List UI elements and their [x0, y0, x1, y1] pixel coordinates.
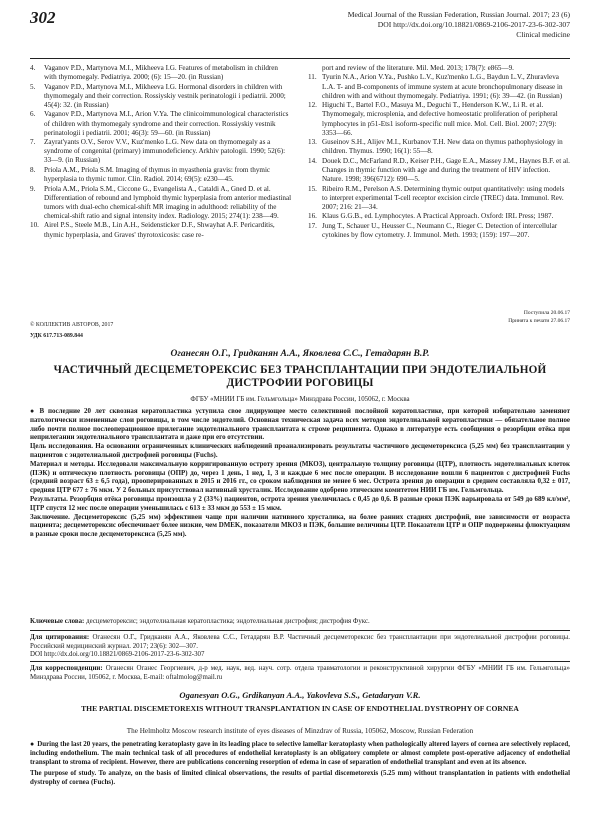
correspondence — [30, 665, 570, 682]
authors-en: Oganesyan O.G., Grdikanyan A.A., Yakovleva S.S., Getadaryan V.R. — [179, 690, 421, 700]
running-header — [348, 10, 570, 41]
reference-item — [308, 73, 570, 100]
reference-text: Priola A.M., Priola S.M., Ciccone G., Evangelista A., Cataldi A., Gned D. et al. Differentiation of rebound and lymphoid thymic hyperplasia from anterior mediastinal tumors with dual-echo chemical-shift MR imaging in adulthood: reliability of the chemical-shift ratio and signal intensity index. Radiology. 2015; 274(1): 238—49. — [44, 184, 292, 220]
reference-item — [30, 138, 292, 165]
reference-number: 8. — [30, 165, 36, 174]
reference-text: Vaganov P.D., Martynova M.I., Mikheeva I.G. Hormonal disorders in children with thymomegaly and their correction. Rossiyskiy vestnik perinatologii i pediatrii. 2000; 45(4): 32. (in Russian) — [44, 82, 286, 109]
reference-item — [308, 101, 570, 138]
reference-text: Ribeiro R.M., Perelson A.S. Determining thymic output quantitatively: using models to interpret experimental T-cell receptor excision circle (TREC) data. Immunol. Rev. 2007; 216: 21—34. — [322, 184, 565, 211]
reference-item — [30, 110, 292, 137]
reference-text: port and review of the literature. Mil. Med. 2013; 178(7): e865—9. — [322, 64, 514, 72]
page-number: 302 — [30, 8, 56, 27]
reference-item — [30, 83, 292, 110]
reference-item — [30, 185, 292, 222]
received-date: Поступила 20.06.17 — [523, 310, 570, 316]
corr-text: Оганесян Оганес Георгиевич, д-р мед. наук, вед. науч. сотр. отдела травматологии и реконструктивной хирургии ФГБУ «МНИИ ГБ им. Гельмгольца» Минздрава России, 105062, г. Москва, E-mail: oftalmolog@mail.ru — [30, 665, 570, 681]
reference-number: 15. — [308, 184, 317, 193]
reference-item — [308, 64, 570, 73]
citation — [30, 634, 570, 660]
journal-title: Medical Journal of the Russian Federation, Russian Journal. 2017; 23 (6) — [347, 10, 570, 19]
reference-item — [308, 185, 570, 212]
institution-en: The Helmholtz Moscow research institute of eyes diseases of Minzdrav of Russia, 105062, Moscow, Russian Federation — [126, 727, 474, 735]
references-left-column — [30, 64, 292, 240]
keywords — [30, 618, 570, 627]
reference-item — [308, 222, 570, 240]
cite-label: Для цитирования: — [30, 634, 90, 641]
reference-text: Jung T., Schauer U., Heusser C., Neumann C., Rieger C. Detection of intercellular cytokines by flow cytometry. J. Immunol. Meth. 1993; (159): 197—207. — [322, 221, 558, 239]
reference-number: 7. — [30, 138, 36, 147]
section-name: Clinical medicine — [516, 30, 570, 40]
reference-item — [308, 212, 570, 221]
reference-number: 13. — [308, 138, 317, 147]
reference-number: 9. — [30, 184, 36, 193]
abstract-ru-para: Заключение. Десцеметорексис (5,25 мм) эффективен чаще при наличии нативного хрусталика, на более ранних стадиях дистрофий, вне зависимости от возраста пациента; десцеметорексис обеспечивает более низкие, чем DMEK, показатели МКОЗ и ПЭК, большие величины ЦТР. Показатели ЦТР и ОПР подвержены флюктуациям в разные сроки после десцеметорексиса (5,25 мм). — [30, 512, 570, 539]
reference-item — [30, 221, 292, 239]
reference-text: Zayrat'yants O.V., Serov V.V., Kuz'menko L.G. New data on thymomegaly as a syndrome of congenital (primary) immunodeficiency. Arkhiv patologii. 1990; 52(6): 33—9. (in Russian) — [44, 138, 286, 165]
reference-number: 14. — [308, 156, 317, 165]
reference-number: 5. — [30, 82, 36, 91]
reference-text: Vaganov P.D., Martynova M.I., Mikheeva I.G. Features of metabolism in children with thymomegaly. Pediatriya. 2000; (6): 15—20. (in Russian) — [44, 64, 279, 82]
references-right-column — [308, 64, 570, 240]
reference-number: 12. — [308, 101, 317, 110]
reference-item — [30, 64, 292, 82]
reference-text: Guseinov S.H., Alijev M.I., Kurbanov T.H. New data on thymus pathophysiology in children. Thymus. 1990; 16(1): 55—8. — [322, 138, 563, 156]
reference-text: Douek D.C., McFarland R.D., Keiser P.H., Gage E.A., Massey J.M., Haynes B.F. et al. Changes in thymic function with age and during the treatment of HIV infection. Nature. 1998; 396(6712): 690—5. — [322, 156, 570, 184]
udk-code: УДК 617.713-089.844 — [30, 333, 83, 339]
corr-label: Для корреспонденции: — [30, 665, 103, 672]
reference-text: Vaganov P.D., Martynova M.I., Arion V.Ya. The clinicoimmunological characteristics of children with thymomegaly syndrome and their correction. Rossiyskiy vestnik perinatologii i pediatrii. 2001; 46(3): 59—60. (in Russian) — [44, 110, 289, 137]
reference-number: 11. — [308, 73, 317, 82]
reference-text: Airel P.S., Steele M.B., Lin A.H., Seidensticker D.F., Shwayhat A.F. Pericarditis, thymic hyperplasia, and Graves' thyrotoxicosis: case re- — [44, 221, 275, 239]
reference-number: 4. — [30, 64, 36, 72]
keywords-label: Ключевые слова: — [30, 618, 85, 625]
abstract-ru — [30, 407, 570, 539]
reference-text: Higuchi T., Bartel F.O., Masuya M., Deguchi T., Henderson K.W., Li R. et al. Thymomegaly, microsplenia, and defective homeostatic proliferation of peripheral lymphocytes in p51-Ets1 isoform-specific null mice. Mol. Cell. Biol. 2007; 27(9): 3353—66. — [322, 101, 558, 137]
header-rule — [30, 58, 570, 59]
keywords-text: десцеметорексис; эндотелиальная кератопластика; эндотелиальная дистрофия; дистрофия Фукс. — [86, 618, 370, 625]
authors-ru: Оганесян О.Г., Гридканян А.А., Яковлева С.С., Гетадарян В.Р. — [170, 349, 430, 359]
abstract-ru-para: Результаты. Резорбция отёка роговицы произошла у 2 (33%) пациентов, острота зрения увеличилась с 0,45 до 0,6. В разные сроки ПЭК варьировала от 549 до 689 кл/мм², ЦТР спустя 12 мес после операции уменьшилась с 613 ± 33 мкм до 553 ± 15 мкм. — [30, 494, 570, 512]
cite-text: Оганесян О.Г., Гридканян А.А., Яковлева С.С., Гетадарян В.Р. Частичный десцеметорексис без трансплантации при эндотелиальной дистрофии роговицы. Российский медицинский журнал. 2017; 23(6): 302—307. — [30, 634, 570, 650]
bullet-icon: ● — [30, 740, 35, 748]
reference-number: 17. — [308, 221, 317, 230]
header-doi[interactable]: DOI http://dx.doi.org/10.18821/0869-2106-2017-23-6-302-307 — [377, 20, 570, 30]
abstract-ru-para: Цель исследования. На основании ограниченных клинических наблюдений проанализировать результаты частичного десцеметорексиса (5,25 мм) без трансплантации у пациентов с эндотелиальной дистрофией роговицы (Fuchs). — [30, 442, 570, 459]
cite-doi[interactable]: DOI http://dx.doi.org/10.18821/0869-2106-2017-23-6-302-307 — [30, 651, 205, 658]
reference-number: 16. — [308, 212, 317, 221]
divider — [30, 630, 570, 631]
article-title-en: THE PARTIAL DISCEMETOREXIS WITHOUT TRANSPLANTATION IN CASE OF ENDOTHELIAL DYSTROPHY OF CORNEA — [81, 704, 519, 713]
abstract-ru-para: ● В последние 20 лет сквозная кератопластика уступила свое лидирующее место селективной послойной кератопластике, при которой избирательно заменяют патологически измененные слои роговицы, в том числе эндотелий. Основная техническая задача всех методов эндотелиальной кератопластики — обязательное полное либо почти полное послеоперационное прилегание эндотелиального трансплантата к строме реципиента. Однако в литературе есть сообщения о резорбции отёка при неприлегании эндотелиального трансплантата и даже при его отсутствии. — [30, 407, 570, 442]
reference-text: Priola A.M., Priola S.M. Imaging of thymus in myasthenia gravis: from thymic hyperplasia to thymic tumor. Clin. Radiol. 2014; 69(5): e230—45. — [44, 165, 271, 184]
bullet-icon: ● — [30, 407, 37, 415]
abstract-en-para: The purpose of study. To analyze, on the basis of limited clinical observations, the results of partial discemetorexis (5.25 mm) without transplantation in patients with endothelial dystrophy of cornea (Fuchs). — [30, 769, 570, 787]
reference-number: 6. — [30, 110, 36, 119]
abstract-ru-para: Материал и методы. Исследовали максимальную корригированную остроту зрения (МКОЗ), центральную толщину роговицы (ЦТР), плотность эндотелиальных клеток (ПЭК) и оптическую плотность роговицы (ОПР) до, через 1 день, 1 нед, 1, 3 и каждые 6 мес после операции. В исследование вошли 6 пациентов с дистрофией Fuchs (средний возраст 63 ± 6,5 года), прооперированных в 2015 и 2016 гг., со сроком наблюдения не менее 6 мес. Острота зрения до операции в среднем составляла 0,32 ± 017, средняя ЦТР 677 ± 76 мкм. У 2 больных присутствовал нативный хрусталик. Исследование одобрено этическим комитетом НИИ ГБ им. Гельмгольца. — [30, 459, 570, 495]
reference-text: Klaus G.G.B., ed. Lymphocytes. A Practical Approach. Oxford: IRL Press; 1987. — [322, 212, 554, 221]
reference-item — [308, 138, 570, 156]
page-header — [30, 8, 570, 56]
institution-ru: ФГБУ «МНИИ ГБ им. Гельмгольца» Минздрава России, 105062, г. Москва — [190, 396, 410, 403]
reference-item — [308, 157, 570, 184]
article-title-ru: ЧАСТИЧНЫЙ ДЕСЦЕМЕТОРЕКСИС БЕЗ ТРАНСПЛАНТАЦИИ ПРИ ЭНДОТЕЛИАЛЬНОЙ ДИСТРОФИИ РОГОВИЦЫ — [53, 364, 547, 390]
abstract-en — [30, 740, 570, 787]
copyright: © КОЛЛЕКТИВ АВТОРОВ, 2017 — [30, 322, 114, 328]
reference-number: 10. — [30, 221, 39, 230]
reference-text: Tyurin N.A., Arion V.Ya., Pushko L.V., Kuz'menko L.G., Baydun L.V., Zhuravleva L.A. T- and B-components of immune system at acute bronchopulmonary disease in children with and without thymomegaly. Pediatriya. 1991; (6): 39—42. (in Russian) — [322, 73, 563, 100]
received-dates — [508, 309, 570, 325]
divider — [30, 661, 570, 662]
abstract-en-para: ● During the last 20 years, the penetrating keratoplasty gave in its leading place to selective lamellar keratoplasty when pathologically altered layers of cornea are selectively replaced, including endothelium. The main technical task of all procedures of endothelial keratoplasty is an obligatory complete or almost complete post-operative adjacency of endothelial transplant to stroma of recipient. However, there are publications concerning resorption of edema in case of separation of endothelial transplant and even at its absence. — [30, 740, 570, 766]
reference-item — [30, 166, 292, 184]
accepted-date: Принята к печати 27.06.17 — [508, 318, 570, 324]
